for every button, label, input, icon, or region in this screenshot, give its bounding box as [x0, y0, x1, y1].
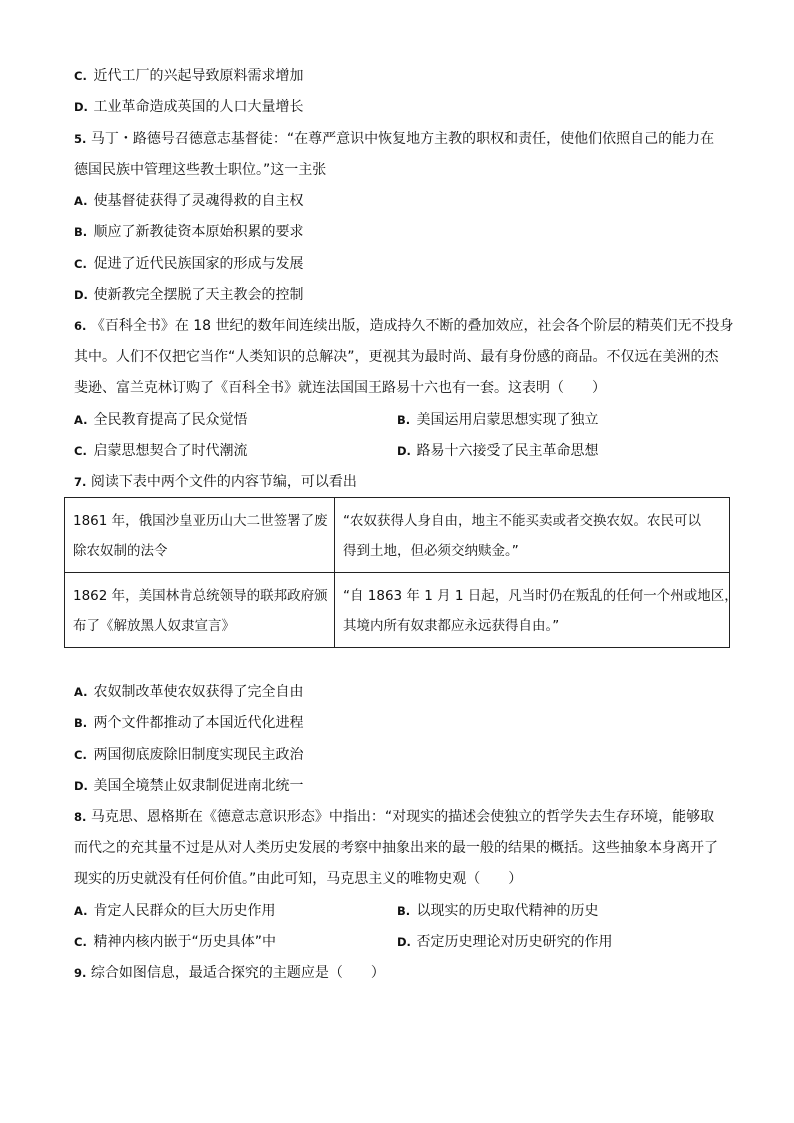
stem-line: 而代之的充其量不过是从对人类历史发展的考察中抽象出来的最一般的结果的概括。这些抽象本身离开了 — [74, 840, 718, 856]
option-label: C. — [74, 444, 87, 458]
question-number: 8. — [74, 810, 87, 824]
option-text: 美国全境禁止奴隶制促进南北统一 — [93, 778, 304, 794]
cell-text: 除农奴制的法令 — [73, 543, 168, 559]
option-b[interactable] — [397, 410, 598, 430]
option-c[interactable] — [74, 932, 276, 952]
option-text: 两个文件都推动了本国近代化进程 — [93, 715, 304, 731]
option-text: 顺应了新教徒资本原始积累的要求 — [93, 224, 304, 240]
option-a[interactable] — [74, 901, 275, 921]
option-text: 农奴制改革使农奴获得了完全自由 — [93, 684, 304, 700]
option-text: 美国运用启蒙思想实现了独立 — [416, 412, 599, 428]
option-d[interactable] — [397, 441, 598, 461]
stem-line: 阅读下表中两个文件的内容节编，可以看出 — [90, 474, 357, 490]
option-a[interactable] — [74, 682, 303, 702]
option-text: 肯定人民群众的巨大历史作用 — [93, 903, 276, 919]
cell-text: 得到土地，但必须交纳赎金。” — [343, 543, 519, 559]
stem-line: 马丁・路德号召德意志基督徒：“在尊严意识中恢复地方主教的职权和责任，使他们依照自己的能力在 — [90, 131, 715, 147]
option-text: 使基督徒获得了灵魂得救的自主权 — [93, 193, 304, 209]
option-label: A. — [74, 904, 88, 918]
table-cell-excerpt — [335, 573, 738, 648]
option-text: 两国彻底废除旧制度实现民主政治 — [93, 747, 304, 763]
option-text: 工业革命造成英国的人口大量增长 — [93, 99, 304, 115]
option-b[interactable] — [397, 901, 598, 921]
stem-line: 《百科全书》在 18 世纪的数年间连续出版，造成持久不断的叠加效应，社会各个阶层的精英们无不投身 — [90, 318, 734, 334]
option-b[interactable] — [74, 222, 303, 242]
option-text: 以现实的历史取代精神的历史 — [416, 903, 599, 919]
option-label: D. — [74, 779, 88, 793]
option-a[interactable] — [74, 410, 247, 430]
option-text: 全民教育提高了民众觉悟 — [93, 412, 248, 428]
option-text: 使新教完全摆脱了天主教会的控制 — [93, 287, 304, 303]
option-d[interactable] — [397, 932, 612, 952]
option-label: A. — [74, 194, 88, 208]
option-text: 精神内核内嵌于“历史具体”中 — [93, 934, 276, 950]
table-row — [65, 573, 730, 648]
option-text: 促进了近代民族国家的形成与发展 — [93, 256, 304, 272]
option-label: D. — [74, 288, 88, 302]
cell-text: “自 1863 年 1 月 1 日起，凡当时仍在叛乱的任何一个州或地区， — [343, 588, 738, 604]
table-cell-event — [65, 573, 335, 648]
option-label: B. — [397, 413, 411, 427]
option-label: D. — [397, 444, 411, 458]
stem-line: 其中。人们不仅把它当作“人类知识的总解决”，更视其为最时尚、最有身份感的商品。不仅远在美洲的杰 — [74, 349, 719, 365]
option-d[interactable] — [74, 776, 303, 796]
stem-line: 现实的历史就没有任何价值。”由此可知，马克思主义的唯物史观（ ） — [74, 871, 523, 887]
option-label: C. — [74, 69, 87, 83]
option-label: C. — [74, 257, 87, 271]
document-excerpt-table — [64, 497, 738, 648]
option-label: D. — [74, 100, 88, 114]
table-cell-event — [65, 498, 335, 573]
option-b[interactable] — [74, 713, 303, 733]
option-d[interactable] — [74, 97, 303, 117]
question-number: 9. — [74, 966, 87, 980]
question-5-stem — [74, 129, 714, 149]
option-label: B. — [74, 225, 88, 239]
option-label: A. — [74, 413, 88, 427]
question-number: 6. — [74, 319, 87, 333]
cell-text: “农奴获得人身自由，地主不能买卖或者交换农奴。农民可以 — [343, 513, 701, 529]
question-6-stem — [74, 316, 734, 336]
option-d[interactable] — [74, 285, 303, 305]
option-c[interactable] — [74, 66, 303, 86]
question-7-stem — [74, 472, 357, 492]
cell-text: 布了《解放黑人奴隶宣言》 — [73, 618, 235, 634]
stem-line: 马克思、恩格斯在《德意志意识形态》中指出：“对现实的描述会使独立的哲学失去生存环境，能够取 — [90, 809, 715, 825]
option-c[interactable] — [74, 441, 247, 461]
question-number: 5. — [74, 132, 87, 146]
question-9-stem — [74, 963, 385, 983]
question-number: 7. — [74, 475, 87, 489]
option-text: 否定历史理论对历史研究的作用 — [416, 934, 613, 950]
table-cell-excerpt — [335, 498, 730, 573]
option-label: B. — [397, 904, 411, 918]
option-text: 近代工厂的兴起导致原料需求增加 — [93, 68, 304, 84]
option-label: B. — [74, 716, 88, 730]
cell-text: 1862 年，美国林肯总统领导的联邦政府颁 — [73, 588, 328, 604]
option-a[interactable] — [74, 191, 303, 211]
option-c[interactable] — [74, 254, 303, 274]
question-8-stem — [74, 807, 714, 827]
cell-text: 1861 年，俄国沙皇亚历山大二世签署了废 — [73, 513, 328, 529]
option-text: 路易十六接受了民主革命思想 — [416, 443, 599, 459]
stem-line: 德国民族中管理这些教士职位。”这一主张 — [74, 162, 327, 178]
option-c[interactable] — [74, 745, 303, 765]
stem-line: 斐逊、富兰克林订购了《百科全书》就连法国国王路易十六也有一套。这表明（ ） — [74, 380, 606, 396]
option-label: C. — [74, 748, 87, 762]
option-text: 启蒙思想契合了时代潮流 — [93, 443, 248, 459]
cell-text: 其境内所有奴隶都应永远获得自由。” — [343, 618, 560, 634]
option-label: A. — [74, 685, 88, 699]
option-label: D. — [397, 935, 411, 949]
table-row — [65, 498, 730, 573]
option-label: C. — [74, 935, 87, 949]
stem-line: 综合如图信息，最适合探究的主题应是（ ） — [90, 965, 385, 981]
